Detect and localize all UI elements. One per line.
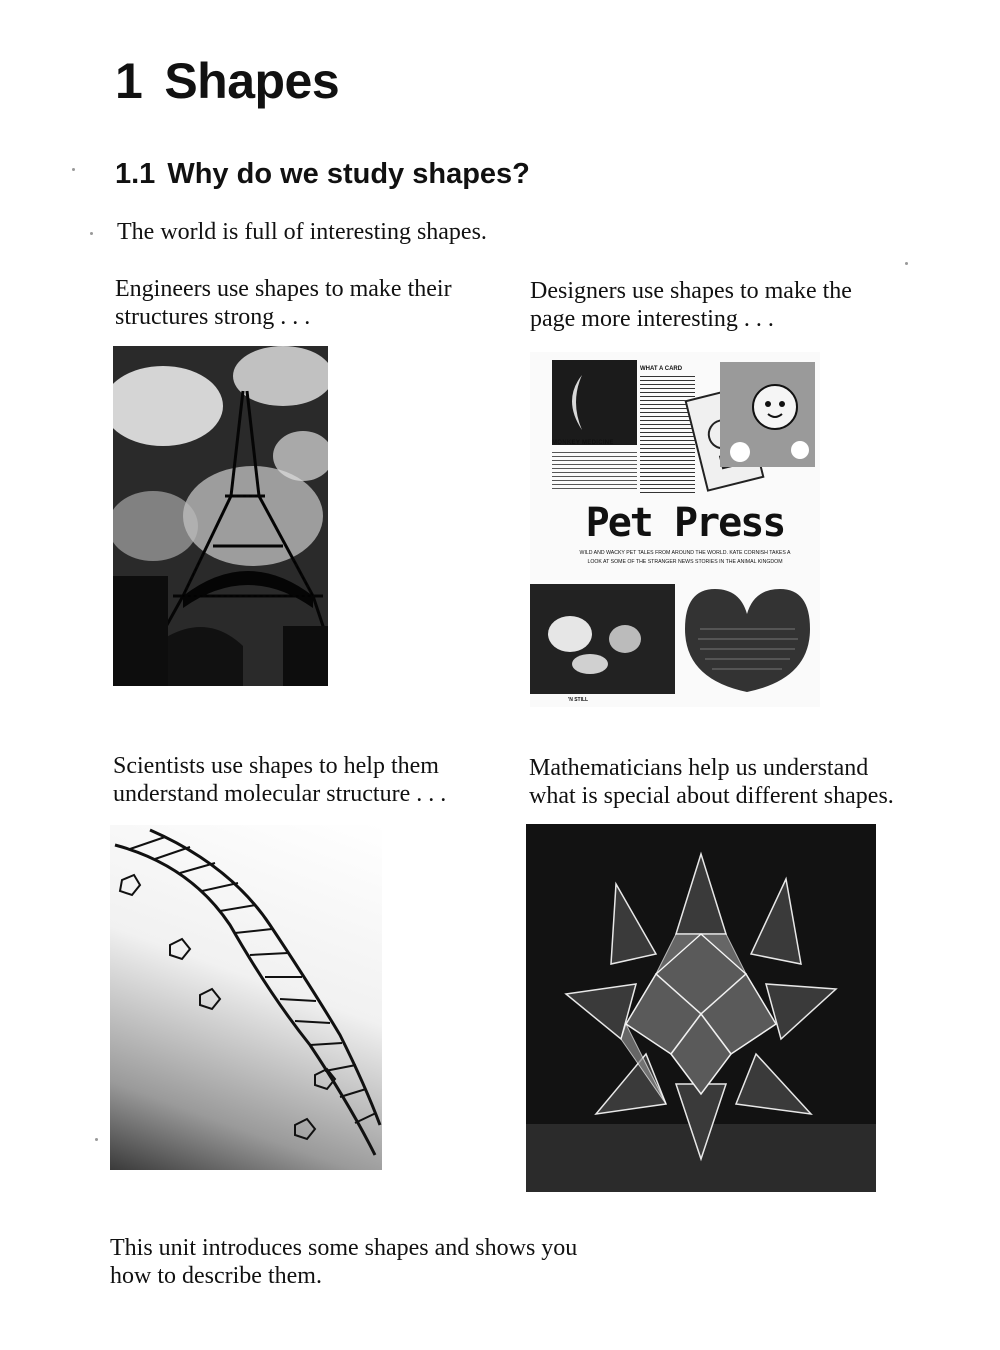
scientists-caption-line2: understand molecular structure . . . [113, 781, 447, 807]
pet-press-masthead: Pet Press [585, 500, 785, 546]
designers-caption-line2: page more interesting . . . [530, 306, 774, 332]
magazine-strapline [550, 549, 820, 567]
mathematicians-caption [529, 754, 894, 810]
closing-line2: how to describe them. [110, 1263, 322, 1289]
what-a-card-text [640, 376, 695, 494]
moon-photo [552, 360, 637, 445]
engineers-caption [115, 275, 452, 331]
what-a-card-heading: WHAT A CARD [640, 366, 683, 372]
closing-paragraph [110, 1234, 577, 1290]
unit-heading [115, 52, 339, 110]
strapline-line2: LOOK AT SOME OF THE STRANGER NEWS STORIES IN THE ANIMAL KINGDOM [587, 559, 783, 565]
cartoon-cat-image [720, 362, 815, 467]
monkey-medicine-text [552, 452, 637, 492]
dna-molecule-image [110, 825, 382, 1170]
closing-line1: This unit introduces some shapes and shows you [110, 1235, 578, 1261]
scientists-caption-line1: Scientists use shapes to help them [113, 753, 439, 779]
mathematicians-caption-line1: Mathematicians help us understand [529, 755, 869, 781]
scan-speck [95, 1138, 98, 1141]
animals-photo [530, 584, 675, 694]
eiffel-tower-photo [113, 346, 328, 686]
scan-speck [905, 262, 908, 265]
mathematicians-caption-line2: what is special about different shapes. [529, 783, 894, 809]
intro-text: The world is full of interesting shapes. [117, 219, 487, 245]
strapline-line1: WILD AND WACKY PET TALES FROM AROUND THE WORLD. KATE CORNISH TAKES A [579, 550, 791, 556]
still-caption: 'N STILL [568, 697, 589, 703]
designers-caption-line1: Designers use shapes to make the [530, 278, 852, 304]
scientists-caption [113, 752, 446, 808]
heart-shape-image [680, 584, 815, 699]
engineers-caption-line2: structures strong . . . [115, 304, 311, 330]
polyhedron-photo [526, 824, 876, 1192]
section-heading [115, 158, 530, 191]
scan-speck [90, 232, 93, 235]
scan-speck [72, 168, 75, 171]
magazine-page-image [530, 352, 820, 707]
section-number: 1.1 [115, 158, 156, 190]
engineers-caption-line1: Engineers use shapes to make their [115, 276, 452, 302]
unit-number: 1 [115, 53, 143, 109]
unit-title: Shapes [164, 53, 340, 109]
monkey-medicine-heading: MONKEY MEDICINE [552, 440, 614, 446]
section-title: Why do we study shapes? [167, 158, 530, 190]
designers-caption [530, 277, 852, 333]
